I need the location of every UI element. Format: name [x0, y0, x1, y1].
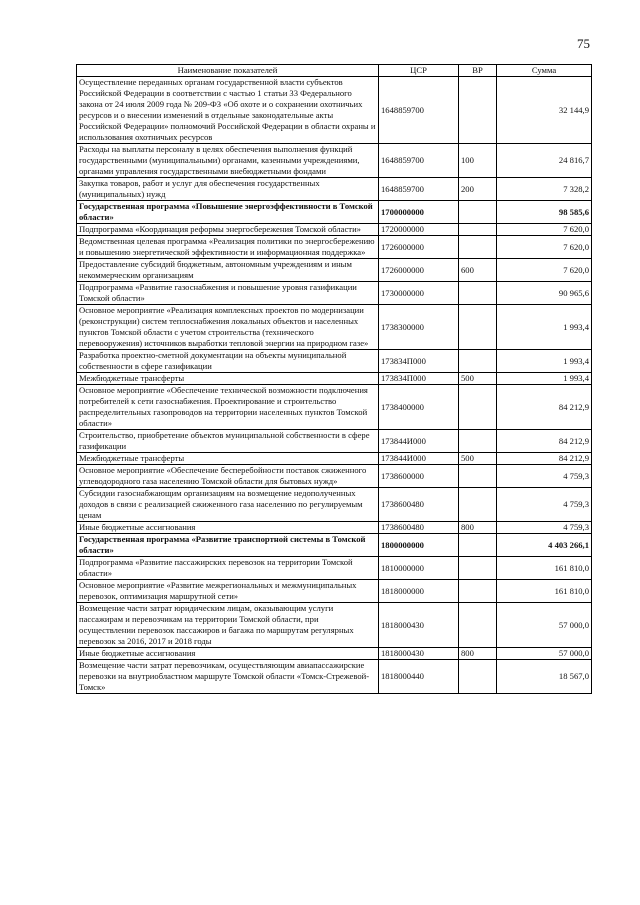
row-name-cell: Субсидии газоснабжающим организациям на возмещение недополученных доходов в связи с реализацией сжиженного газа населению по регулируемым ценам: [77, 488, 379, 522]
table-row: [77, 144, 592, 178]
row-sum-cell: 84 212,9: [497, 430, 592, 453]
table-row: [77, 603, 592, 648]
table-row: [77, 282, 592, 305]
row-csr-cell: 1738600000: [379, 465, 459, 488]
row-name-cell: Государственная программа «Развитие транспортной системы в Томской области»: [77, 534, 379, 557]
row-sum-cell: 1 993,4: [497, 305, 592, 350]
row-sum-cell: 7 328,2: [497, 178, 592, 201]
row-sum-cell: 98 585,6: [497, 201, 592, 224]
header-csr: ЦСР: [379, 65, 459, 77]
row-csr-cell: 1648859700: [379, 178, 459, 201]
row-vr-cell: 500: [459, 373, 497, 385]
row-vr-cell: [459, 224, 497, 236]
row-sum-cell: 84 212,9: [497, 385, 592, 430]
table-row: [77, 557, 592, 580]
row-sum-cell: 57 000,0: [497, 648, 592, 660]
row-name-cell: Основное мероприятие «Обеспечение технической возможности подключения потребителей к сети газоснабжения. Проектирование и строительство распределительных газопроводов на территории населенных пунктов Томской области»: [77, 385, 379, 430]
header-name: Наименование показателей: [77, 65, 379, 77]
row-sum-cell: 161 810,0: [497, 580, 592, 603]
row-name-cell: Разработка проектно-сметной документации на объекты муниципальной собственности в сфере газификации: [77, 350, 379, 373]
row-vr-cell: [459, 603, 497, 648]
row-csr-cell: 1720000000: [379, 224, 459, 236]
table-row: [77, 373, 592, 385]
page-number: 75: [577, 36, 590, 51]
table-row: [77, 488, 592, 522]
table-row: [77, 77, 592, 144]
row-csr-cell: 1738600480: [379, 488, 459, 522]
row-csr-cell: 1648859700: [379, 77, 459, 144]
row-vr-cell: 800: [459, 522, 497, 534]
row-name-cell: Строительство, приобретение объектов муниципальной собственности в сфере газификации: [77, 430, 379, 453]
row-name-cell: Возмещение части затрат перевозчикам, осуществляющим авиапассажирские перевозки на внутриобластном маршруте Томской области «Томск-Стрежевой-Томск»: [77, 660, 379, 694]
row-name-cell: Иные бюджетные ассигнования: [77, 648, 379, 660]
table-row: [77, 580, 592, 603]
row-name-cell: Расходы на выплаты персоналу в целях обеспечения выполнения функций государственными (муниципальными) органами, казенными учреждениями, органами управления государственными внебюджетными фондами: [77, 144, 379, 178]
row-csr-cell: 1818000430: [379, 648, 459, 660]
row-name-cell: Межбюджетные трансферты: [77, 373, 379, 385]
row-vr-cell: 600: [459, 259, 497, 282]
row-name-cell: Осуществление переданных органам государственной власти субъектов Российской Федерации в соответствии с частью 1 статьи 33 Федерального закона от 24 июля 2009 года № 209-ФЗ «Об охоте и о сохранении охотничьих ресурсов и о внесении изменений в отдельные законодательные акты Российской Федерации» полномочий Российской Федерации в области охраны и использования охотничьих ресурсов: [77, 77, 379, 144]
table-row: [77, 350, 592, 373]
row-sum-cell: 90 965,6: [497, 282, 592, 305]
row-sum-cell: 4 759,3: [497, 522, 592, 534]
row-csr-cell: 1818000440: [379, 660, 459, 694]
row-vr-cell: [459, 488, 497, 522]
table-row: [77, 534, 592, 557]
row-vr-cell: [459, 465, 497, 488]
table-row: [77, 305, 592, 350]
row-sum-cell: 4 403 266,1: [497, 534, 592, 557]
row-vr-cell: [459, 580, 497, 603]
row-vr-cell: [459, 385, 497, 430]
row-sum-cell: 7 620,0: [497, 236, 592, 259]
table-row: [77, 259, 592, 282]
row-sum-cell: 18 567,0: [497, 660, 592, 694]
row-sum-cell: 161 810,0: [497, 557, 592, 580]
row-csr-cell: 1810000000: [379, 557, 459, 580]
row-csr-cell: 1738400000: [379, 385, 459, 430]
table-row: [77, 522, 592, 534]
row-sum-cell: 4 759,3: [497, 488, 592, 522]
row-vr-cell: [459, 557, 497, 580]
row-csr-cell: 1800000000: [379, 534, 459, 557]
row-sum-cell: 57 000,0: [497, 603, 592, 648]
row-vr-cell: [459, 77, 497, 144]
row-csr-cell: 173834П000: [379, 373, 459, 385]
row-vr-cell: 500: [459, 453, 497, 465]
table-row: [77, 453, 592, 465]
row-name-cell: Основное мероприятие «Реализация комплексных проектов по модернизации (реконструкции) систем теплоснабжения локальных объектов и населенных пунктов Томской области с учетом строительства (технического перевооружения) источников выработки тепловой энергии на природном газе»: [77, 305, 379, 350]
row-name-cell: Подпрограмма «Развитие пассажирских перевозок на территории Томской области»: [77, 557, 379, 580]
row-vr-cell: [459, 305, 497, 350]
row-sum-cell: 84 212,9: [497, 453, 592, 465]
header-vr: ВР: [459, 65, 497, 77]
row-sum-cell: 1 993,4: [497, 350, 592, 373]
budget-table: [76, 64, 592, 694]
row-name-cell: Возмещение части затрат юридическим лицам, оказывающим услуги пассажирам и перевозчикам на территории Томской области, при осуществлении перевозок пассажиров и багажа по маршрутам регулярных перевозок за 2016, 2017 и 2018 годы: [77, 603, 379, 648]
row-csr-cell: 1818000000: [379, 580, 459, 603]
row-csr-cell: 1738600480: [379, 522, 459, 534]
row-name-cell: Основное мероприятие «Развитие межрегиональных и межмуниципальных перевозок, оптимизация маршрутной сети»: [77, 580, 379, 603]
row-name-cell: Межбюджетные трансферты: [77, 453, 379, 465]
row-vr-cell: [459, 660, 497, 694]
row-name-cell: Иные бюджетные ассигнования: [77, 522, 379, 534]
row-sum-cell: 4 759,3: [497, 465, 592, 488]
row-csr-cell: 173844И000: [379, 430, 459, 453]
row-vr-cell: 100: [459, 144, 497, 178]
row-name-cell: Государственная программа «Повышение энергоэффективности в Томской области»: [77, 201, 379, 224]
row-sum-cell: 7 620,0: [497, 224, 592, 236]
row-vr-cell: 800: [459, 648, 497, 660]
row-sum-cell: 7 620,0: [497, 259, 592, 282]
row-csr-cell: 1738300000: [379, 305, 459, 350]
table-row: [77, 236, 592, 259]
row-csr-cell: 173844И000: [379, 453, 459, 465]
table-header-row: [77, 65, 592, 77]
row-name-cell: Ведомственная целевая программа «Реализация политики по энергосбережению и повышению энергетической эффективности и информационная поддержка»: [77, 236, 379, 259]
row-vr-cell: 200: [459, 178, 497, 201]
table-row: [77, 660, 592, 694]
row-vr-cell: [459, 236, 497, 259]
row-name-cell: Предоставление субсидий бюджетным, автономным учреждениям и иным некоммерческим организациям: [77, 259, 379, 282]
table-row: [77, 201, 592, 224]
row-sum-cell: 32 144,9: [497, 77, 592, 144]
row-vr-cell: [459, 350, 497, 373]
row-csr-cell: 1726000000: [379, 236, 459, 259]
row-sum-cell: 24 816,7: [497, 144, 592, 178]
table-row: [77, 430, 592, 453]
table-row: [77, 648, 592, 660]
row-csr-cell: 1726000000: [379, 259, 459, 282]
row-name-cell: Закупка товаров, работ и услуг для обеспечения государственных (муниципальных) нужд: [77, 178, 379, 201]
row-vr-cell: [459, 534, 497, 557]
row-csr-cell: 1648859700: [379, 144, 459, 178]
row-name-cell: Подпрограмма «Развитие газоснабжения и повышение уровня газификации Томской области»: [77, 282, 379, 305]
table-row: [77, 465, 592, 488]
table-row: [77, 224, 592, 236]
row-csr-cell: 173834П000: [379, 350, 459, 373]
header-sum: Сумма: [497, 65, 592, 77]
row-name-cell: Основное мероприятие «Обеспечение бесперебойности поставок сжиженного углеводородного газа населению Томской области для бытовых нужд»: [77, 465, 379, 488]
row-vr-cell: [459, 282, 497, 305]
row-name-cell: Подпрограмма «Координация реформы энергосбережения Томской области»: [77, 224, 379, 236]
row-csr-cell: 1730000000: [379, 282, 459, 305]
table-row: [77, 178, 592, 201]
row-vr-cell: [459, 430, 497, 453]
row-csr-cell: 1700000000: [379, 201, 459, 224]
row-vr-cell: [459, 201, 497, 224]
table-row: [77, 385, 592, 430]
row-sum-cell: 1 993,4: [497, 373, 592, 385]
row-csr-cell: 1818000430: [379, 603, 459, 648]
